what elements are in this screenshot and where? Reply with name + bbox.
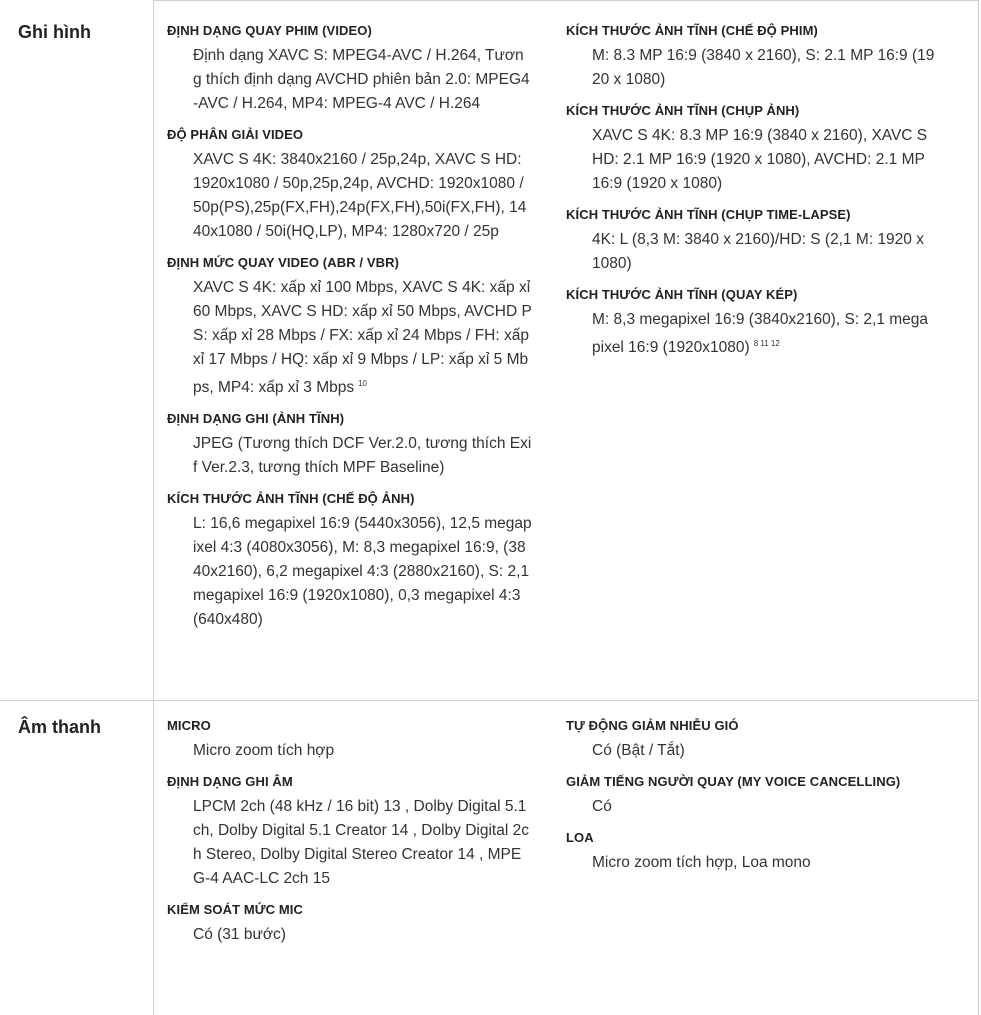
spec-value: Micro zoom tích hợp, Loa mono [592,854,811,871]
spec-value: LPCM 2ch (48 kHz / 16 bit) 13 , Dolby Digital 5.1ch, Dolby Digital 5.1 Creator 14 , Dolby Digital 2ch Stereo, Dolby Digital Stereo Creator 14 , MPEG-4 AAC-LC 2ch 15 [193,798,529,887]
spec-value-text: M: 8,3 megapixel 16:9 (3840x2160), S: 2,1 megapixel 16:9 (1920x1080) [592,311,929,357]
spec-value: 4K: L (8,3 M: 3840 x 2160)/HD: S (2,1 M: 1920 x 1080) [592,231,924,272]
spec-value: Có [592,798,612,815]
spec-value [566,308,936,360]
section-audio [0,701,979,1015]
spec-value: Có (31 bước) [193,926,286,943]
spec-item [566,773,936,819]
spec-label: KÍCH THƯỚC ẢNH TĨNH (QUAY KÉP) [566,287,798,302]
spec-value [167,276,532,400]
spec-column-left [167,22,532,642]
spec-column-right [566,22,936,370]
spec-item [566,717,936,763]
spec-value: L: 16,6 megapixel 16:9 (5440x3056), 12,5 megapixel 4:3 (4080x3056), M: 8,3 megapixel 16:9, (3840x2160), 6,2 megapixel 4:3 (2880x2160), S: 2,1 megapixel 16:9 (1920x1080), 0,3 megapixel 4:3 (640x480) [193,515,532,629]
spec-label: ĐỊNH DẠNG QUAY PHIM (VIDEO) [167,23,372,38]
spec-value: XAVC S 4K: 3840x2160 / 25p,24p, XAVC S HD: 1920x1080 / 50p,25p,24p, AVCHD: 1920x1080 / 50p(PS),25p(FX,FH),24p(FX,FH),50i(FX,FH), 1440x1080 / 50i(HQ,LP), MP4: 1280x720 / 25p [193,151,527,240]
spec-item [566,286,936,360]
spec-label: ĐỊNH DẠNG GHI (ẢNH TĨNH) [167,411,345,427]
section-title: Ghi hình [18,22,91,42]
spec-item [167,490,532,632]
spec-label: KÍCH THƯỚC ẢNH TĨNH (CHẾ ĐỘ ẢNH) [167,491,415,507]
section-title: Âm thanh [18,717,101,737]
spec-label: KÍCH THƯỚC ẢNH TĨNH (CHỤP ẢNH) [566,103,800,118]
spec-column-right [566,717,936,885]
spec-item [167,773,532,891]
spec-item [167,901,532,947]
spec-item [167,22,532,116]
spec-item [167,126,532,244]
spec-value: M: 8.3 MP 16:9 (3840 x 2160), S: 2.1 MP 16:9 (1920 x 1080) [592,47,935,88]
spec-label: GIẢM TIẾNG NGƯỜI QUAY (MY VOICE CANCELLING) [566,774,901,789]
spec-label: KÍCH THƯỚC ẢNH TĨNH (CHẾ ĐỘ PHIM) [566,23,818,38]
spec-label: TỰ ĐỘNG GIẢM NHIỄU GIÓ [566,718,739,733]
spec-label: LOA [566,830,594,845]
spec-label: ĐỊNH MỨC QUAY VIDEO (ABR / VBR) [167,255,400,270]
spec-value-text: XAVC S 4K: xấp xỉ 100 Mbps, XAVC S 4K: xấp xỉ 60 Mbps, XAVC S HD: xấp xỉ 50 Mbps, AVCHD PS: xấp xỉ 28 Mbps / FX: xấp xỉ 24 Mbps / FH: xấp xỉ 17 Mbps / HQ: xấp xỉ 9 Mbps / LP: xấp xỉ 5 Mbps, MP4: xấp xỉ 3 Mbps [193,279,532,397]
spec-label: KIỂM SOÁT MỨC MIC [167,902,303,917]
spec-column-left [167,717,532,957]
spec-label: KÍCH THƯỚC ẢNH TĨNH (CHỤP TIME-LAPSE) [566,207,851,222]
spec-item [566,22,936,92]
spec-value: Có (Bật / Tắt) [592,742,685,759]
spec-value: Micro zoom tích hợp [193,742,335,759]
spec-value: XAVC S 4K: 8.3 MP 16:9 (3840 x 2160), XAVC S HD: 2.1 MP 16:9 (1920 x 1080), AVCHD: 2.1 MP 16:9 (1920 x 1080) [592,127,928,192]
footnote-ref[interactable]: 8 11 12 [753,339,780,348]
spec-item [566,829,936,875]
spec-value: Định dạng XAVC S: MPEG4-AVC / H.264, Tương thích định dạng AVCHD phiên bản 2.0: MPEG4-AVC / H.264, MP4: MPEG-4 AVC / H.264 [193,47,530,112]
footnote-ref[interactable]: 10 [358,379,367,388]
spec-label: ĐỊNH DẠNG GHI ÂM [167,774,293,789]
spec-item [167,410,532,480]
spec-item [566,102,936,196]
spec-value: JPEG (Tương thích DCF Ver.2.0, tương thích Exif Ver.2.3, tương thích MPF Baseline) [193,435,532,477]
spec-label: ĐỘ PHÂN GIẢI VIDEO [167,127,304,142]
spec-item [167,717,532,763]
spec-item [167,254,532,400]
spec-item [566,206,936,276]
spec-label: MICRO [167,718,211,733]
